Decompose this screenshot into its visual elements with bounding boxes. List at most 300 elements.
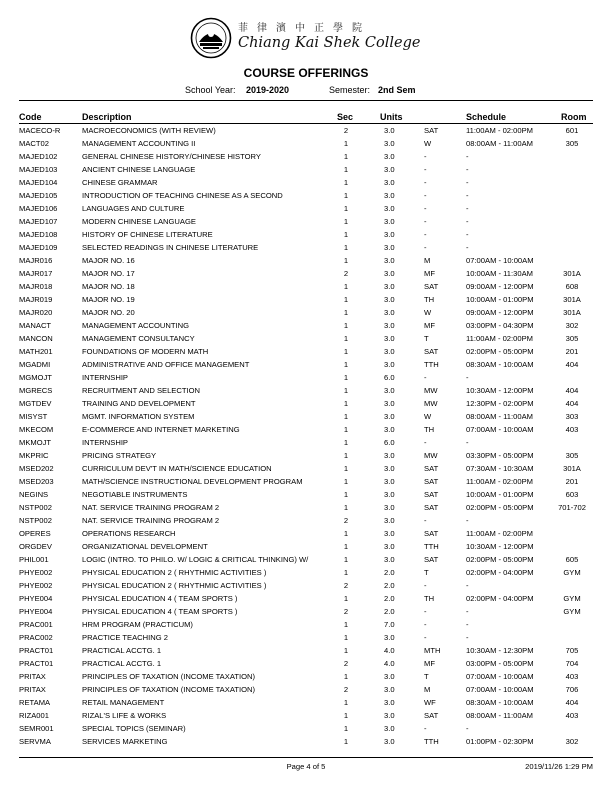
units-value: 3.0 <box>384 697 395 707</box>
schedule-days: TH <box>424 294 435 304</box>
room-number: 701-702 <box>558 502 586 512</box>
units-value: 3.0 <box>384 515 395 525</box>
table-row <box>0 437 612 450</box>
section-number: 1 <box>343 710 349 720</box>
schedule-time: - <box>466 515 469 525</box>
schedule-time: 02:00PM - 05:00PM <box>466 554 534 564</box>
schedule-days: SAT <box>424 489 439 499</box>
schedule-days: - <box>424 216 427 226</box>
course-description: NAT. SERVICE TRAINING PROGRAM 2 <box>82 515 220 525</box>
course-code: MKPRIC <box>19 450 49 460</box>
course-code: SERVMA <box>19 736 51 746</box>
schedule-time: - <box>466 151 469 161</box>
units-value: 3.0 <box>384 125 395 135</box>
room-number: 305 <box>565 138 579 148</box>
course-code: OPERES <box>19 528 51 538</box>
course-code: MGTDEV <box>19 398 52 408</box>
page-number: Page 4 of 5 <box>286 762 326 771</box>
schedule-time: 08:30AM - 10:00AM <box>466 359 534 369</box>
course-code: MGADMI <box>19 359 51 369</box>
section-number: 1 <box>343 424 349 434</box>
table-row <box>0 411 612 424</box>
schedule-time: - <box>466 242 469 252</box>
section-number: 1 <box>343 216 349 226</box>
course-code: MAJED104 <box>19 177 58 187</box>
table-row <box>0 229 612 242</box>
course-description: PRINCIPLES OF TAXATION (INCOME TAXATION) <box>82 684 255 694</box>
section-number: 1 <box>343 437 349 447</box>
course-description: CURRICULUM DEV'T IN MATH/SCIENCE EDUCATION <box>82 463 272 473</box>
schedule-days: TH <box>424 593 435 603</box>
course-code: MAJED106 <box>19 203 58 213</box>
column-header-description: Description <box>82 112 132 122</box>
table-row <box>0 541 612 554</box>
schedule-time: 09:00AM - 12:00PM <box>466 307 534 317</box>
course-description: MACROECONOMICS (WITH REVIEW) <box>82 125 216 135</box>
course-code: MAJED109 <box>19 242 58 252</box>
section-number: 1 <box>343 164 349 174</box>
schedule-time: 10:30AM - 12:00PM <box>466 541 534 551</box>
course-code: MATH201 <box>19 346 53 356</box>
section-number: 2 <box>343 658 349 668</box>
course-code: NSTP002 <box>19 502 52 512</box>
course-description: MAJOR NO. 17 <box>82 268 135 278</box>
table-row <box>0 515 612 528</box>
course-description: FOUNDATIONS OF MODERN MATH <box>82 346 209 356</box>
room-number: 303 <box>565 411 579 421</box>
schedule-days: - <box>424 164 427 174</box>
table-row <box>0 502 612 515</box>
units-value: 4.0 <box>384 645 395 655</box>
table-row <box>0 619 612 632</box>
table-row <box>0 424 612 437</box>
schedule-time: - <box>466 216 469 226</box>
room-number: 305 <box>565 450 579 460</box>
schedule-days: WF <box>424 697 436 707</box>
schedule-time: 03:00PM - 04:30PM <box>466 320 534 330</box>
school-english-name: Chiang Kai Shek College <box>238 35 421 51</box>
schedule-days: - <box>424 632 427 642</box>
table-row <box>0 177 612 190</box>
table-row <box>0 242 612 255</box>
table-row <box>0 697 612 710</box>
room-number: 403 <box>565 710 579 720</box>
schedule-days: SAT <box>424 502 439 512</box>
schedule-days: SAT <box>424 346 439 356</box>
school-chinese-name: 菲律濱中正學院 <box>238 23 371 34</box>
course-description: NAT. SERVICE TRAINING PROGRAM 2 <box>82 502 220 512</box>
course-code: MAJED107 <box>19 216 58 226</box>
units-value: 3.0 <box>384 138 395 148</box>
units-value: 6.0 <box>384 372 395 382</box>
units-value: 7.0 <box>384 619 395 629</box>
section-number: 2 <box>343 268 349 278</box>
table-row <box>0 151 612 164</box>
section-number: 1 <box>343 372 349 382</box>
course-code: PRITAX <box>19 671 46 681</box>
schedule-time: - <box>466 177 469 187</box>
section-number: 1 <box>343 138 349 148</box>
course-code: PHYE004 <box>19 606 53 616</box>
section-number: 2 <box>343 125 349 135</box>
schedule-days: T <box>424 333 429 343</box>
schedule-days: - <box>424 229 427 239</box>
course-description: NEGOTIABLE INSTRUMENTS <box>82 489 188 499</box>
units-value: 3.0 <box>384 203 395 213</box>
schedule-days: SAT <box>424 281 439 291</box>
table-row <box>0 671 612 684</box>
table-row <box>0 723 612 736</box>
schedule-time: 07:00AM - 10:00AM <box>466 424 534 434</box>
course-code: MSED202 <box>19 463 54 473</box>
course-code: PHIL001 <box>19 554 49 564</box>
course-description: MANAGEMENT CONSULTANCY <box>82 333 195 343</box>
schedule-time: - <box>466 372 469 382</box>
section-number: 1 <box>343 294 349 304</box>
schedule-time: 08:00AM - 11:00AM <box>466 138 533 148</box>
units-value: 3.0 <box>384 710 395 720</box>
table-row <box>0 216 612 229</box>
units-value: 2.0 <box>384 580 395 590</box>
table-row <box>0 307 612 320</box>
table-row <box>0 710 612 723</box>
room-number: 403 <box>565 671 579 681</box>
schedule-time: 10:30AM - 12:30PM <box>466 645 534 655</box>
schedule-time: 10:00AM - 01:00PM <box>466 294 534 304</box>
section-number: 1 <box>343 502 349 512</box>
room-number: 302 <box>565 736 579 746</box>
room-number: GYM <box>563 606 581 616</box>
schedule-time: 03:30PM - 05:00PM <box>466 450 534 460</box>
course-code: RETAMA <box>19 697 51 707</box>
section-number: 1 <box>343 333 349 343</box>
units-value: 3.0 <box>384 398 395 408</box>
course-code: MANACT <box>19 320 52 330</box>
units-value: 3.0 <box>384 164 395 174</box>
course-description: SELECTED READINGS IN CHINESE LITERATURE <box>82 242 259 252</box>
schedule-days: TH <box>424 424 435 434</box>
course-description: MGMT. INFORMATION SYSTEM <box>82 411 195 421</box>
school-year-label: School Year: <box>185 85 236 95</box>
course-table <box>0 125 612 749</box>
units-value: 3.0 <box>384 294 395 304</box>
table-row <box>0 333 612 346</box>
table-row <box>0 593 612 606</box>
column-header-room: Room <box>561 112 587 122</box>
course-code: MAJR019 <box>19 294 53 304</box>
course-description: RETAIL MANAGEMENT <box>82 697 165 707</box>
course-code: PRAC002 <box>19 632 53 642</box>
section-number: 1 <box>343 554 349 564</box>
units-value: 3.0 <box>384 385 395 395</box>
units-value: 3.0 <box>384 736 395 746</box>
course-description: INTERNSHIP <box>82 437 128 447</box>
section-number: 1 <box>343 411 349 421</box>
units-value: 6.0 <box>384 437 395 447</box>
course-description: ORGANIZATIONAL DEVELOPMENT <box>82 541 208 551</box>
schedule-days: MW <box>424 398 438 408</box>
table-row <box>0 567 612 580</box>
course-code: RIZA001 <box>19 710 49 720</box>
course-code: PHYE002 <box>19 567 53 577</box>
course-code: MAJR016 <box>19 255 53 265</box>
bottom-divider <box>19 757 593 758</box>
units-value: 3.0 <box>384 671 395 681</box>
room-number: 705 <box>565 645 579 655</box>
section-number: 1 <box>343 476 349 486</box>
table-row <box>0 320 612 333</box>
course-description: PRACTICAL ACCTG. 1 <box>82 658 162 668</box>
schedule-time: 07:00AM - 10:00AM <box>466 255 534 265</box>
schedule-days: W <box>424 411 432 421</box>
course-code: PHYE004 <box>19 593 53 603</box>
semester-value: 2nd Sem <box>378 85 416 95</box>
course-code: PRACT01 <box>19 645 54 655</box>
units-value: 3.0 <box>384 229 395 239</box>
schedule-time: 02:00PM - 04:00PM <box>466 593 534 603</box>
units-value: 3.0 <box>384 723 395 733</box>
section-number: 1 <box>343 151 349 161</box>
course-description: LOGIC (INTRO. TO PHILO. W/ LOGIC & CRITICAL THINKING) W/ <box>82 554 309 564</box>
schedule-days: - <box>424 606 427 616</box>
units-value: 3.0 <box>384 541 395 551</box>
section-number: 1 <box>343 632 349 642</box>
room-number: 704 <box>565 658 579 668</box>
section-number: 1 <box>343 671 349 681</box>
units-value: 3.0 <box>384 333 395 343</box>
schedule-days: W <box>424 138 432 148</box>
column-header-units: Units <box>380 112 403 122</box>
schedule-days: MW <box>424 450 438 460</box>
section-number: 1 <box>343 567 349 577</box>
room-number: 301A <box>563 268 581 278</box>
table-row <box>0 294 612 307</box>
section-number: 1 <box>343 385 349 395</box>
room-number: 608 <box>565 281 579 291</box>
table-row <box>0 463 612 476</box>
table-row <box>0 359 612 372</box>
section-number: 1 <box>343 255 349 265</box>
schedule-time: 03:00PM - 05:00PM <box>466 658 534 668</box>
schedule-days: SAT <box>424 125 439 135</box>
schedule-days: M <box>424 255 431 265</box>
schedule-days: MW <box>424 385 438 395</box>
units-value: 3.0 <box>384 281 395 291</box>
units-value: 3.0 <box>384 268 395 278</box>
schedule-time: 11:00AM - 02:00PM <box>466 125 533 135</box>
schedule-days: - <box>424 619 427 629</box>
schedule-time: - <box>466 190 469 200</box>
section-number: 1 <box>343 645 349 655</box>
schedule-time: - <box>466 229 469 239</box>
schedule-days: TTH <box>424 541 439 551</box>
room-number: 605 <box>565 554 579 564</box>
course-description: INTERNSHIP <box>82 372 128 382</box>
schedule-days: M <box>424 684 431 694</box>
section-number: 1 <box>343 736 349 746</box>
schedule-time: - <box>466 437 469 447</box>
schedule-days: MF <box>424 320 435 330</box>
course-description: HRM PROGRAM (PRACTICUM) <box>82 619 193 629</box>
course-description: ANCIENT CHINESE LANGUAGE <box>82 164 196 174</box>
schedule-time: 12:30PM - 02:00PM <box>466 398 534 408</box>
room-number: 301A <box>563 463 581 473</box>
units-value: 3.0 <box>384 554 395 564</box>
schedule-time: 10:00AM - 11:30AM <box>466 268 533 278</box>
table-row <box>0 489 612 502</box>
table-row <box>0 281 612 294</box>
schedule-time: - <box>466 164 469 174</box>
section-number: 1 <box>343 489 349 499</box>
schedule-time: - <box>466 606 469 616</box>
schedule-days: SAT <box>424 528 439 538</box>
table-row <box>0 606 612 619</box>
table-row <box>0 255 612 268</box>
section-number: 1 <box>343 619 349 629</box>
section-number: 1 <box>343 528 349 538</box>
course-description: MAJOR NO. 19 <box>82 294 135 304</box>
units-value: 3.0 <box>384 242 395 252</box>
course-code: MGRECS <box>19 385 53 395</box>
room-number: 201 <box>565 346 579 356</box>
section-number: 2 <box>343 684 349 694</box>
course-code: ORGDEV <box>19 541 52 551</box>
schedule-days: - <box>424 203 427 213</box>
course-description: PRACTICAL ACCTG. 1 <box>82 645 162 655</box>
schedule-time: - <box>466 203 469 213</box>
section-number: 1 <box>343 229 349 239</box>
schedule-days: - <box>424 723 427 733</box>
school-logo <box>190 17 421 59</box>
schedule-time: - <box>466 580 469 590</box>
course-description: MAJOR NO. 20 <box>82 307 135 317</box>
schedule-time: 08:00AM - 11:00AM <box>466 710 533 720</box>
course-code: MGMOJT <box>19 372 52 382</box>
section-number: 2 <box>343 606 349 616</box>
schedule-time: 11:00AM - 02:00PM <box>466 528 533 538</box>
table-row <box>0 476 612 489</box>
room-number: 603 <box>565 489 579 499</box>
schedule-time: - <box>466 619 469 629</box>
course-description: INTRODUCTION OF TEACHING CHINESE AS A SECOND <box>82 190 283 200</box>
course-description: HISTORY OF CHINESE LITERATURE <box>82 229 213 239</box>
schedule-days: T <box>424 567 429 577</box>
section-number: 1 <box>343 593 349 603</box>
course-description: PRINCIPLES OF TAXATION (INCOME TAXATION) <box>82 671 255 681</box>
units-value: 3.0 <box>384 489 395 499</box>
course-description: PRACTICE TEACHING 2 <box>82 632 168 642</box>
course-code: MAJED108 <box>19 229 58 239</box>
units-value: 3.0 <box>384 307 395 317</box>
schedule-days: SAT <box>424 554 439 564</box>
course-code: PRACT01 <box>19 658 54 668</box>
room-number: GYM <box>563 567 581 577</box>
section-number: 1 <box>343 697 349 707</box>
course-description: MATH/SCIENCE INSTRUCTIONAL DEVELOPMENT PROGRAM <box>82 476 303 486</box>
schedule-days: - <box>424 372 427 382</box>
course-code: MAJR020 <box>19 307 53 317</box>
schedule-time: 11:00AM - 02:00PM <box>466 333 533 343</box>
table-row <box>0 398 612 411</box>
schedule-days: - <box>424 151 427 161</box>
room-number: 404 <box>565 385 579 395</box>
column-header-schedule: Schedule <box>466 112 507 122</box>
table-row <box>0 684 612 697</box>
schedule-days: MTH <box>424 645 441 655</box>
schedule-days: MF <box>424 268 435 278</box>
schedule-time: 02:00PM - 04:00PM <box>466 567 534 577</box>
course-code: PRITAX <box>19 684 46 694</box>
column-header-code: Code <box>19 112 42 122</box>
units-value: 3.0 <box>384 177 395 187</box>
schedule-days: - <box>424 190 427 200</box>
schedule-time: 10:00AM - 01:00PM <box>466 489 534 499</box>
course-code: NSTP002 <box>19 515 52 525</box>
table-row <box>0 372 612 385</box>
course-code: MSED203 <box>19 476 54 486</box>
section-number: 1 <box>343 463 349 473</box>
schedule-time: 07:00AM - 10:00AM <box>466 684 534 694</box>
course-description: TRAINING AND DEVELOPMENT <box>82 398 196 408</box>
table-row <box>0 554 612 567</box>
section-number: 1 <box>343 281 349 291</box>
course-description: MAJOR NO. 16 <box>82 255 135 265</box>
school-year-value: 2019-2020 <box>246 85 290 95</box>
units-value: 3.0 <box>384 359 395 369</box>
semester-label: Semester: <box>329 85 371 95</box>
course-code: MAJED105 <box>19 190 58 200</box>
units-value: 3.0 <box>384 463 395 473</box>
room-number: 706 <box>565 684 579 694</box>
course-description: LANGUAGES AND CULTURE <box>82 203 185 213</box>
course-code: MACT02 <box>19 138 49 148</box>
schedule-days: - <box>424 177 427 187</box>
course-description: E-COMMERCE AND INTERNET MARKETING <box>82 424 240 434</box>
section-number: 1 <box>343 190 349 200</box>
course-description: RECRUITMENT AND SELECTION <box>82 385 200 395</box>
room-number: 201 <box>565 476 579 486</box>
section-number: 1 <box>343 359 349 369</box>
section-number: 1 <box>343 177 349 187</box>
column-header-sec: Sec <box>337 112 354 122</box>
table-row <box>0 268 612 281</box>
course-description: GENERAL CHINESE HISTORY/CHINESE HISTORY <box>82 151 261 161</box>
section-number: 2 <box>343 515 349 525</box>
schedule-days: MF <box>424 658 435 668</box>
section-number: 1 <box>343 398 349 408</box>
course-description: MODERN CHINESE LANGUAGE <box>82 216 196 226</box>
units-value: 4.0 <box>384 658 395 668</box>
room-number: 404 <box>565 398 579 408</box>
table-row <box>0 190 612 203</box>
room-number: 404 <box>565 359 579 369</box>
course-description: OPERATIONS RESEARCH <box>82 528 176 538</box>
course-code: PRAC001 <box>19 619 53 629</box>
course-description: MANAGEMENT ACCOUNTING <box>82 320 190 330</box>
section-number: 1 <box>343 723 349 733</box>
course-description: CHINESE GRAMMAR <box>82 177 158 187</box>
section-number: 2 <box>343 580 349 590</box>
units-value: 3.0 <box>384 151 395 161</box>
section-number: 1 <box>343 307 349 317</box>
course-description: SERVICES MARKETING <box>82 736 168 746</box>
course-description: PHYSICAL EDUCATION 2 ( RHYTHMIC ACTIVITIES ) <box>82 567 267 577</box>
schedule-time: - <box>466 723 469 733</box>
schedule-days: - <box>424 437 427 447</box>
table-row <box>0 385 612 398</box>
course-code: MAJED103 <box>19 164 58 174</box>
schedule-time: - <box>466 632 469 642</box>
